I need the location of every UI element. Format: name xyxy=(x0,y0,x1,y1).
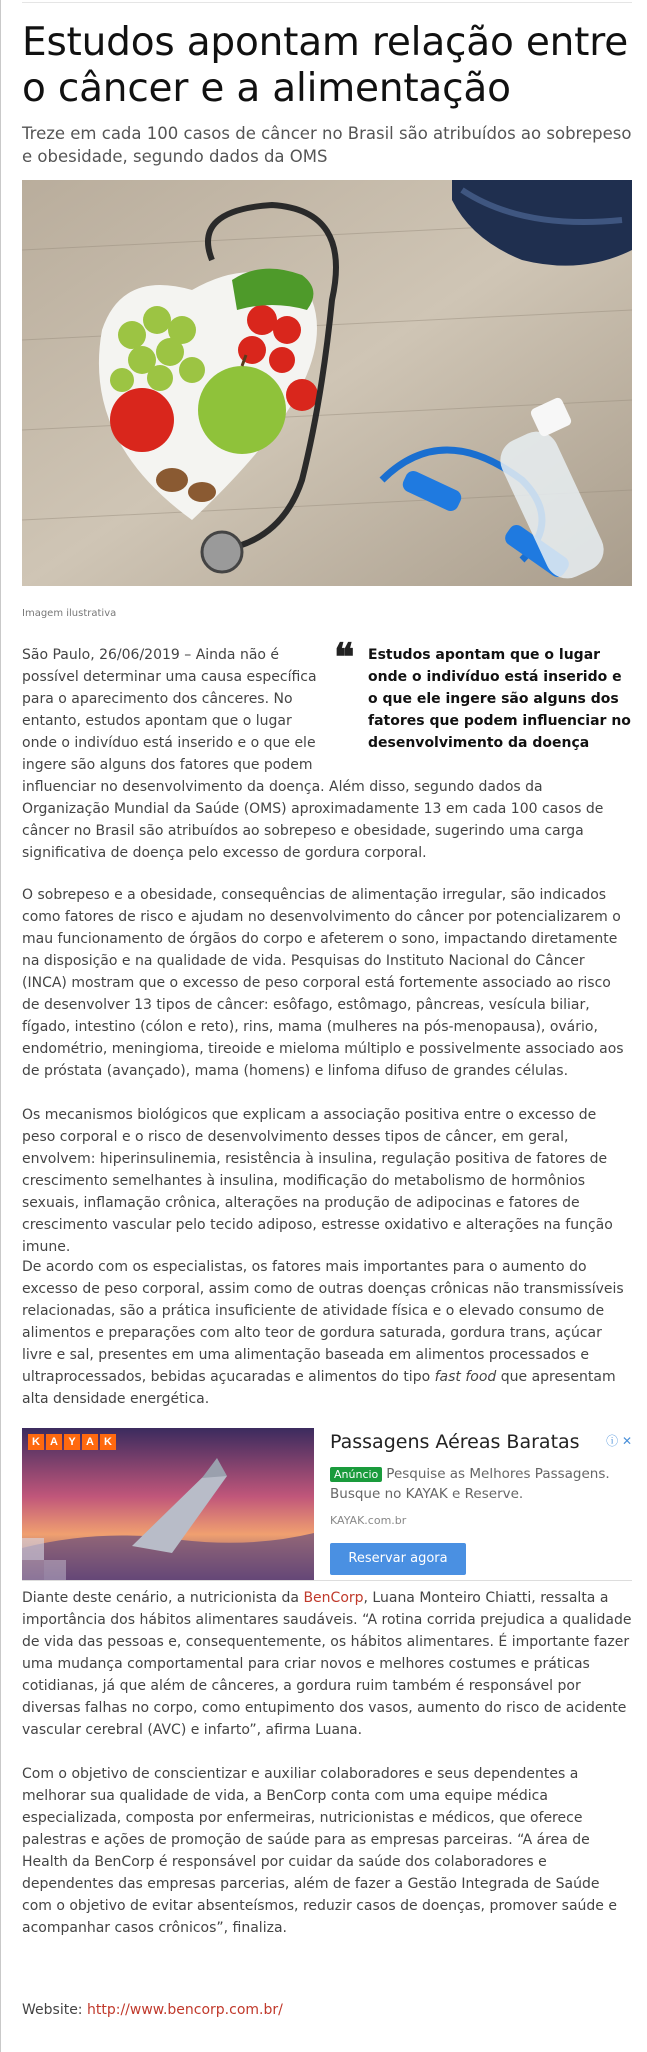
logo-letter: K xyxy=(100,1434,116,1450)
paragraph-3: Os mecanismos biológicos que explicam a associação positiva entre o excesso de peso corporal e o risco de desenvolvimento desses tipos de câncer, em geral, envolvem: hiperinsulinemia, resistência à insulina, regulação positiva de fatores de crescimento semelhantes à insulina, modificação do metabolismo de hormônios sexuais, inflamação crônica, alterações na produção de adipocinas e fatores de crescimento vascular pelo tecido adiposo, estresse oxidativo e alterações na função imune. xyxy=(22,1107,613,1255)
paragraph-1 xyxy=(22,634,632,864)
ad-image[interactable] xyxy=(22,1428,314,1580)
paragraph-5-end: , Luana Monteiro Chiatti, ressalta a importância dos hábitos alimentares saudáveis. “A rotina corrida prejudica a qualidade de vida das pessoas e, consequentemente, os hábitos alimentares. É importante fazer uma mudança comportamental para criar novos e melhores costumes e práticas cotidianas, já que além de cânceres, a gordura ruim também é responsável por diversas falhas no corpo, como entupimento dos vasos, aumento do risco de acidente vascular cerebral (AVC) e infarto”, afirma Luana. xyxy=(22,1590,632,1738)
website-link[interactable]: http://www.bencorp.com.br/ xyxy=(86,2002,283,2018)
website-line xyxy=(22,2002,283,2018)
ad-cta-button[interactable]: Reservar agora xyxy=(330,1543,466,1575)
image-caption: Imagem ilustrativa xyxy=(22,608,117,619)
ad-info-close-icon[interactable]: ⓘ ✕ xyxy=(606,1434,632,1448)
top-divider xyxy=(22,2,632,3)
paragraph-2: O sobrepeso e a obesidade, consequências de alimentação irregular, são indicados como fatores de risco e ajudam no desenvolvimento do câncer por potencializarem o mau funcionamento de órgãos do corpo e afeterem o sono, impactando diretamente na disposição e na qualidade de vida. Pesquisas do Instituto Nacional do Câncer (INCA) mostram que o excesso de peso corporal está fortemente associado ao risco de desenvolver 13 tipos de câncer: esôfago, estômago, pâncreas, vesícula biliar, fígado, intestino (cólon e reto), rins, mama (mulheres na pós-menopausa), ovário, endométrio, meningioma, tireoide e mieloma múltiplo e possivelmente associado aos de próstata (avançado), mama (homens) e linfoma difuso de grandes células. xyxy=(22,887,624,1079)
paragraph-5-text: Diante deste cenário, a nutricionista da xyxy=(22,1590,299,1606)
ad-divider xyxy=(22,1580,632,1581)
ad-text: Pesquise as Melhores Passagens. Busque no KAYAK e Reserve. xyxy=(330,1466,610,1502)
logo-letter: Y xyxy=(64,1434,80,1450)
paragraph-4-end: que apresentam alta densidade energética. xyxy=(22,1369,616,1407)
dateline: São Paulo, 26/06/2019 – xyxy=(22,647,192,663)
paragraph-4-text: De acordo com os especialistas, os fatores mais importantes para o aumento do excesso de peso corporal, assim como de outras doenças crônicas não transmissíveis relacionadas, são a prática insuficiente de atividade física e o elevado consumo de alimentos e preparações com alto teor de gordura saturada, gordura trans, açúcar livre e sal, presentes em uma alimentação baseada em alimentos processados e ultraprocessados, bebidas açucaradas e alimentos do tipo xyxy=(22,1259,624,1385)
ad-body xyxy=(330,1464,630,1504)
kayak-logo xyxy=(28,1434,116,1450)
bencorp-link[interactable]: BenCorp xyxy=(303,1590,364,1606)
pullquote xyxy=(332,634,632,754)
paragraph-5 xyxy=(22,1587,632,1741)
paragraph-6: Com o objetivo de conscientizar e auxiliar colaboradores e seus dependentes a melhorar sua qualidade de vida, a BenCorp conta com uma equipe médica especializada, composta por enfermeiras, nutricionistas e médicos, que oferece palestras e ações de promoção de saúde para as empresas parceiras. “A área de Health da BenCorp é responsável por cuidar da saúde dos colaboradores e dependentes das empresas parcerias, além de fazer a Gestão Integrada de Saúde com o objetivo de evitar absenteísmos, reduzir casos de doenças, promover saúde e acompanhar casos crônicos”, finaliza. xyxy=(22,1766,617,1936)
fast-food-term: fast food xyxy=(434,1369,497,1385)
kayak-ad[interactable] xyxy=(22,1428,632,1580)
paragraph-4 xyxy=(22,1256,632,1410)
article-title: Estudos apontam relação entre o câncer e a alimentação xyxy=(22,20,628,111)
ad-domain: KAYAK.com.br xyxy=(330,1514,407,1527)
logo-letter: K xyxy=(28,1434,44,1450)
pullquote-text: Estudos apontam que o lugar onde o indivíduo está inserido e o que ele ingere são alguns dos fatores que podem influenciar no desenvolvimento da doença xyxy=(368,647,631,751)
left-border xyxy=(0,0,1,2052)
ad-title[interactable]: Passagens Aéreas Baratas xyxy=(330,1431,580,1453)
logo-letter: A xyxy=(82,1434,98,1450)
hero-image xyxy=(22,180,632,586)
article-subtitle: Treze em cada 100 casos de câncer no Brasil são atribuídos ao sobrepeso e obesidade, segundo dados da OMS xyxy=(22,124,632,166)
ad-badge: Anúncio xyxy=(330,1467,382,1482)
website-label: Website: xyxy=(22,2002,83,2018)
logo-letter: A xyxy=(46,1434,62,1450)
paragraph-1-text: Ainda não é possível determinar uma causa específica para o aparecimento dos cânceres. No entanto, estudos apontam que o lugar onde o indivíduo está inserido e o que ele ingere são alguns dos fatores que podem influenciar no desenvolvimento da doença. Além disso, segundo dados da Organização Mundial da Saúde (OMS) aproximadamente 13 em cada 100 casos de câncer no Brasil são atribuídos ao sobrepeso e obesidade, sugerindo uma carga significativa de doença pelo excesso de gordura corporal. xyxy=(22,647,604,861)
quote-icon: ❝ xyxy=(334,634,355,679)
